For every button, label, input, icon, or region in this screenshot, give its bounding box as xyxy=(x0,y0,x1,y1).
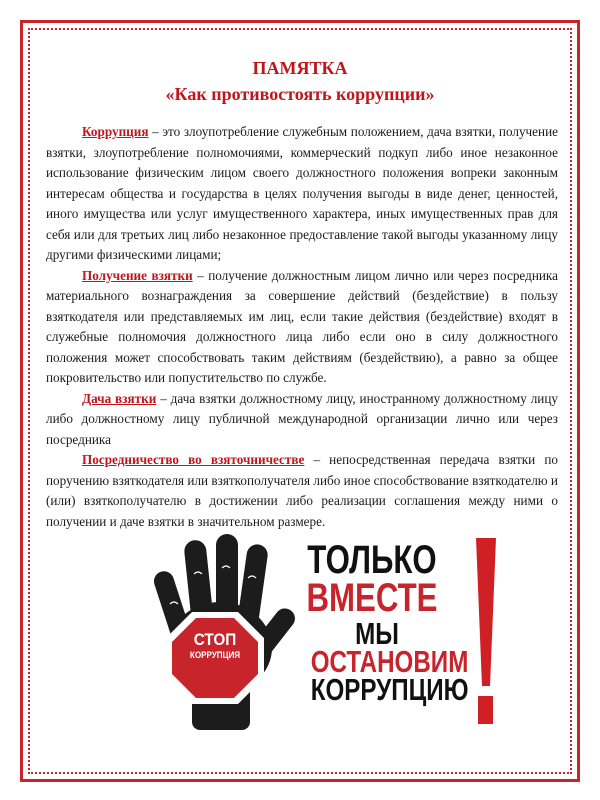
definitions-text xyxy=(46,122,558,532)
definition-body: – дача взятки должностному лицу, иностранному должностному лицу либо должностному лицу публичной международной организации лично или через посредника xyxy=(46,390,558,447)
exclamation-icon xyxy=(476,538,496,724)
document-subtitle: «Как противостоять коррупции» xyxy=(165,84,435,104)
stop-sign-line2: КОРРУПЦИЯ xyxy=(189,650,241,661)
slogan-line-3: МЫ xyxy=(355,616,399,651)
definition-body: – получение должностным лицом лично или через посредника материального вознаграждения за совершение действий (бездействие) в пользу взяткодателя или представляемых им лиц, если такие действия (бездействие) входят в служебные полномочия должностного лица либо если оно в силу должностного положения может способствовать таким действиям (бездействию), а равно за общее покровительство или попустительство по службе. xyxy=(46,267,558,385)
definition-corruption xyxy=(46,122,558,266)
definition-bribe-giving xyxy=(46,389,558,451)
stop-sign-line1: СТОП xyxy=(193,630,237,649)
term-label: Посредничество во взяточничестве xyxy=(82,452,305,467)
term-label: Получение взятки xyxy=(82,267,193,283)
term-label: Дача взятки xyxy=(82,390,157,406)
slogan-line-2: ВМЕСТЕ xyxy=(306,576,438,620)
term-label: Коррупция xyxy=(82,124,149,139)
slogan-line-1: ТОЛЬКО xyxy=(307,538,437,582)
definition-body: – непосредственная передача взятки по поручению взяткодателя или взяткополучателя либо иное способствование взяткодателю и (или) взяткополучателю в достижении либо реализации соглашения между ними о получении и даче взятки в значительном размере. xyxy=(46,452,558,529)
document-title: ПАМЯТКА xyxy=(252,58,348,78)
definition-body: – это злоупотребление служебным положением, дача взятки, получение взятки, злоупотребление полномочиями, коммерческий подкуп либо иное незаконное использование физическим лицом своего должностного положения вопреки законным интересам общества и государства в целях получения выгоды в виде денег, ценностей, иного имущества или услуг имущественного характера, иных имущественных прав для себя или для третьих лиц либо незаконное предоставление такой выгоды указанному лицу другими физическими лицами; xyxy=(46,124,558,262)
stop-sign-text xyxy=(173,631,257,661)
definition-bribe-taking xyxy=(46,266,558,389)
definition-bribery-mediation xyxy=(46,450,558,532)
slogan-line-5: КОРРУПЦИЮ xyxy=(310,672,469,707)
slogan-line-4: ОСТАНОВИМ xyxy=(310,644,469,679)
